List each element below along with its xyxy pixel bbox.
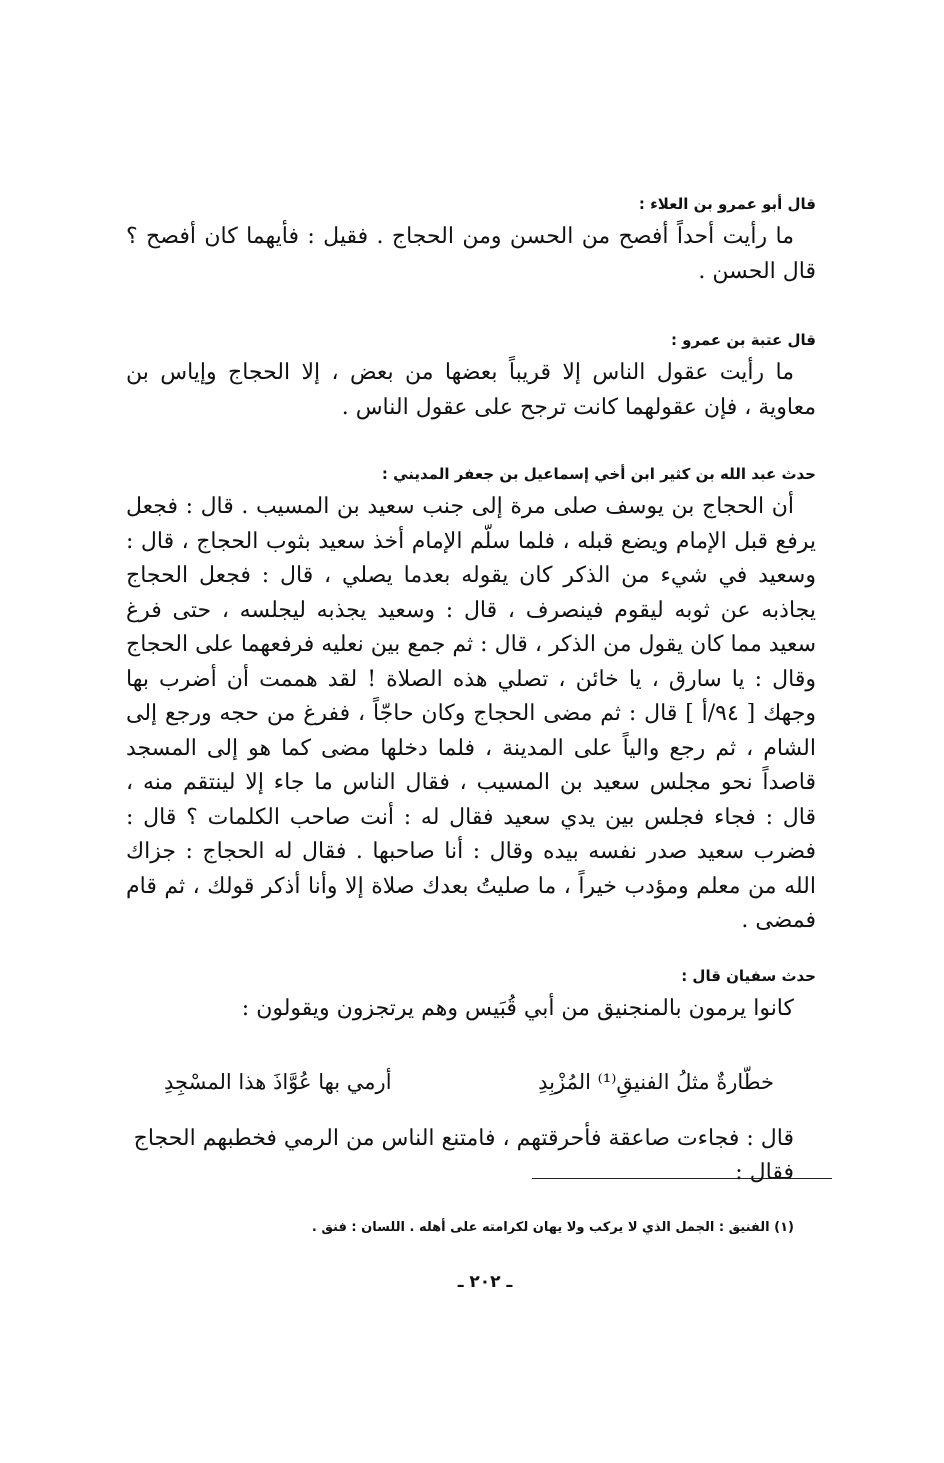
section-heading: حدث عبد الله بن كثير ابن أخي إسماعيل بن جعفر المديني : [381, 465, 816, 483]
section-body: كانوا يرمون بالمنجنيق من أبي قُبَيس وهم يرتجزون ويقولون : [241, 996, 794, 1021]
poetry-verse [164, 1062, 774, 1102]
section-heading: قال أبو عمرو بن العلاء : [638, 195, 816, 213]
section-heading: حدث سفيان قال : [681, 967, 816, 985]
footnote: (١) الفنيق : الجمل الذي لا يركب ولا يهان لكرامته على أهله . اللسان : فنق . [311, 1220, 794, 1235]
section-body: ما رأيت أحداً أفصح من الحسن ومن الحجاج . فقيل : فأيهما كان أفصح ؟ قال الحسن . [126, 224, 816, 284]
section-utba [126, 328, 816, 425]
closing-paragraph: قال : فجاءت صاعقة فأحرقتهم ، فامتنع الناس من الرمي فخطبهم الحجاج فقال : [133, 1126, 794, 1185]
page-number: ـ ٢٠٢ ـ [457, 1272, 513, 1292]
section-abdullah-bin-kathir [126, 462, 816, 939]
section-body: ما رأيت عقول الناس إلا قريباً بعضها من بعض ، إلا الحجاج وإياس بن معاوية ، فإن عقولهما كانت ترجح على عقول الناس . [126, 360, 816, 420]
section-sufyan [126, 964, 816, 1027]
verse-first-hemistich: خطّارةٌ مثلُ الفنيقِ⁽¹⁾ المُزْبِدِ [538, 1070, 774, 1094]
footnote-separator [532, 1178, 832, 1179]
section-heading: قال عتبة بن عمرو : [670, 331, 816, 349]
section-body: أن الحجاج بن يوسف صلى مرة إلى جنب سعيد بن المسيب . قال : فجعل يرفع قبل الإمام ويضع قبله ، فلما سلّم الإمام أخذ سعيد بثوب الحجاج ، قال : وسعيد في شيء من الذكر كان يقوله بعدما يصلي ، قال : فجعل الحجاج يجاذبه عن ثوبه ليقوم فينصرف ، قال : وسعيد يجذبه ليجلسه ، حتى فرغ سعيد مما كان يقول من الذكر ، قال : ثم جمع بين نعليه فرفعهما على الحجاج وقال : يا سارق ، يا خائن ، تصلي هذه الصلاة ! لقد هممت أن أضرب بها وجهك [ ٩٤/أ ] قال : ثم مضى الحجاج وكان حاجّاً ، ففرغ من حجه ورجع إلى الشام ، ثم رجع والياً على المدينة ، فلما دخلها مضى كما هو إلى المسجد قاصداً نحو مجلس سعيد بن المسيب ، فقال الناس ما جاء إلا لينتقم منه ، قال : فجاء فجلس بين يدي سعيد فقال له : أنت صاحب الكلمات ؟ قال : فضرب سعيد صدر نفسه بيده وقال : أنا صاحبها . فقال له الحجاج : جزاك الله من معلم ومؤدب خيراً ، ما صليتُ بعدك صلاة إلا وأنا أذكر قولك ، ثم قام فمضى . [126, 494, 816, 933]
verse-second-hemistich: أرمي بها عُوَّاذَ هذا المسْجِدِ [164, 1070, 392, 1094]
section-abu-amr [126, 192, 816, 289]
